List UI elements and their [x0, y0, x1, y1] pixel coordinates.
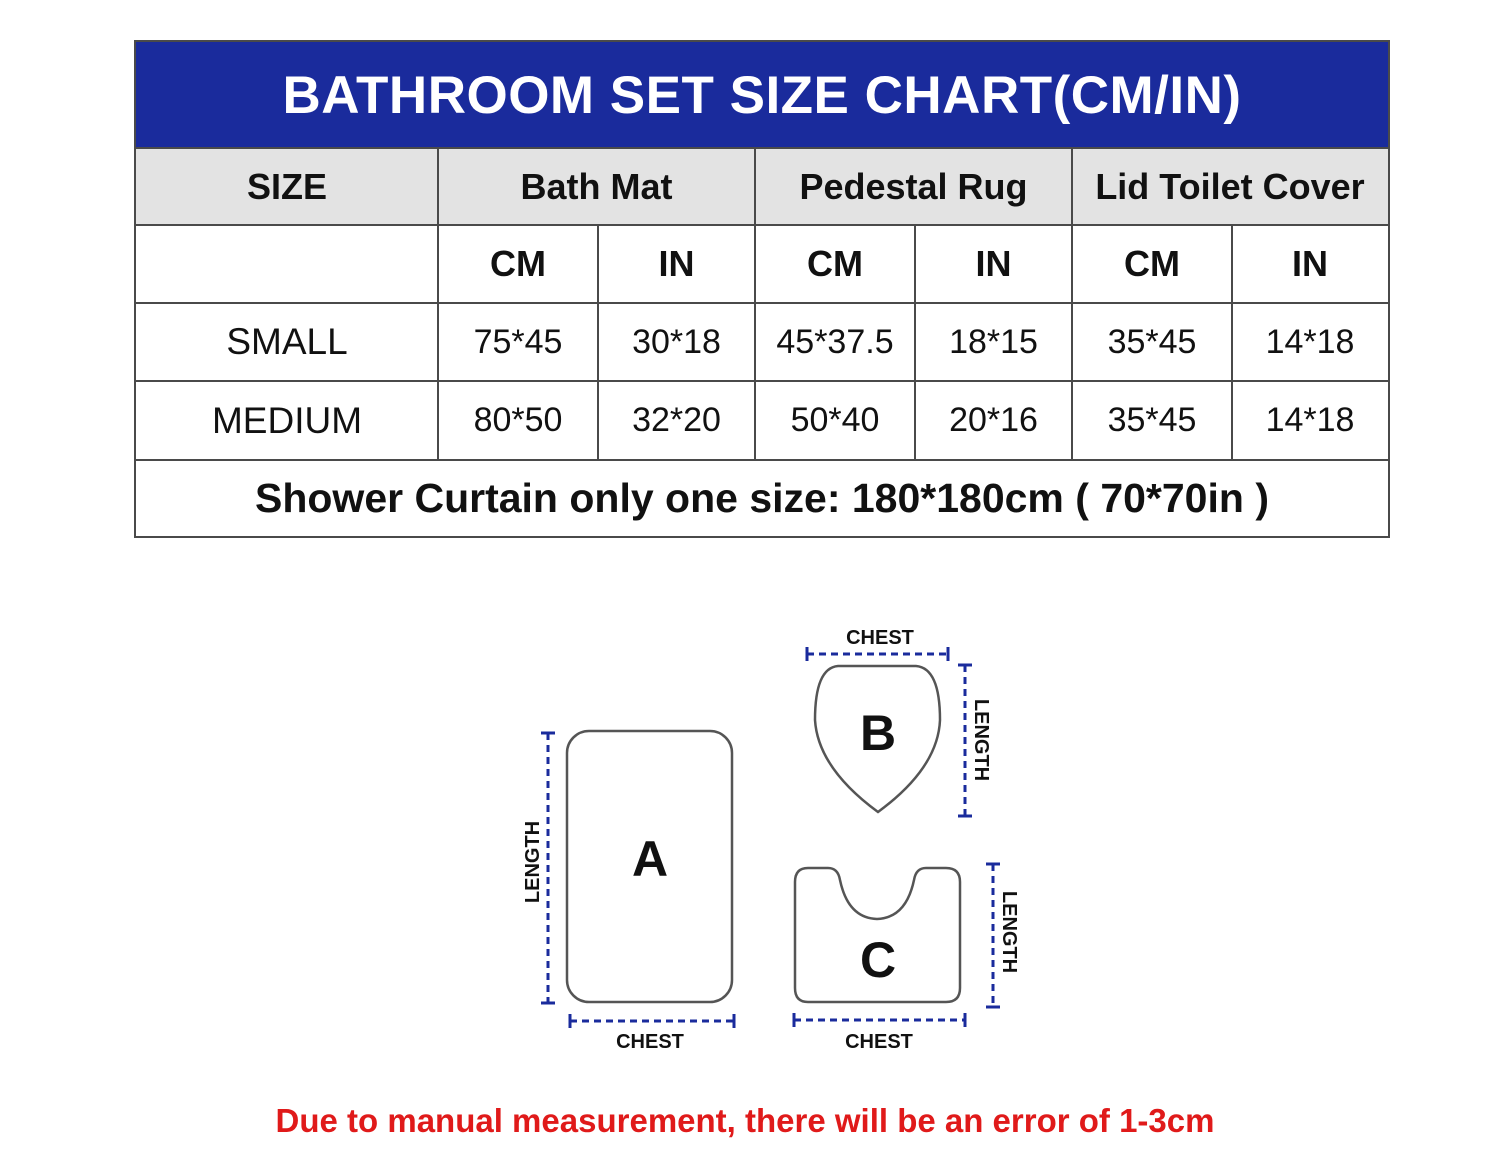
table-cell: 14*18: [1265, 322, 1355, 361]
table-cell: 45*37.5: [776, 322, 894, 361]
shape-letter-a: A: [631, 831, 669, 887]
table-cell: 80*50: [473, 401, 563, 439]
chest-dimension-b: [807, 647, 948, 661]
measurement-diagram: [500, 610, 1040, 1060]
length-label-c: LENGTH: [998, 890, 1020, 974]
table-divider: [136, 147, 1388, 149]
chest-dimension-c: [794, 1013, 965, 1027]
table-cell: 50*40: [790, 401, 880, 439]
table-divider: [136, 459, 1388, 461]
table-divider: [597, 225, 599, 460]
unit-header-lid-cover-cm: CM: [1124, 243, 1180, 284]
table-divider: [136, 302, 1388, 304]
table-divider: [437, 148, 439, 460]
row-label-small: SMALL: [226, 321, 348, 362]
bath-mat-header: Bath Mat: [438, 148, 755, 225]
table-cell: 20*16: [949, 401, 1038, 439]
table-divider: [136, 224, 1388, 226]
unit-row-blank: [136, 225, 438, 303]
table-divider: [1071, 148, 1073, 460]
unit-header-pedestal-rug-in: IN: [975, 243, 1012, 284]
table-cell: 30*18: [632, 322, 721, 361]
shower-curtain-note: Shower Curtain only one size: 180*180cm ( 70*70in ): [255, 474, 1269, 521]
table-divider: [1231, 225, 1233, 460]
chart-title: BATHROOM SET SIZE CHART(CM/IN): [136, 42, 1388, 148]
pedestal-rug-shape-c: [794, 864, 1020, 1053]
measurement-error-note: Due to manual measurement, there will be an error of 1-3cm: [275, 1102, 1215, 1139]
unit-header-bath-mat-cm: CM: [490, 243, 546, 284]
bath-mat-shape-a: [522, 731, 734, 1053]
unit-header-pedestal-rug-cm: CM: [807, 243, 863, 284]
lid-cover-shape-b: [807, 627, 992, 816]
length-dimension-c: [986, 864, 1000, 1007]
unit-header-lid-cover-in: IN: [1292, 243, 1328, 284]
length-label-b: LENGTH: [970, 698, 992, 782]
chest-label-a: CHEST: [616, 1031, 684, 1053]
length-dimension-b: [958, 665, 972, 816]
table-cell: 32*20: [632, 401, 721, 439]
size-column-header: SIZE: [136, 148, 438, 225]
shape-letter-c: C: [859, 932, 897, 988]
table-divider: [754, 148, 756, 460]
row-label-medium: MEDIUM: [211, 399, 363, 441]
table-cell: 35*45: [1107, 322, 1197, 361]
table-cell: 18*15: [949, 322, 1038, 361]
chest-label-b: CHEST: [846, 627, 914, 649]
table-divider: [136, 380, 1388, 382]
table-divider: [914, 225, 916, 460]
table-cell: 75*45: [473, 322, 563, 361]
size-chart-table: [134, 40, 1390, 538]
length-label-a: LENGTH: [522, 820, 544, 904]
unit-header-bath-mat-in: IN: [658, 243, 695, 284]
table-cell: 14*18: [1265, 401, 1355, 439]
lid-toilet-cover-header: Lid Toilet Cover: [1072, 148, 1388, 225]
pedestal-rug-header: Pedestal Rug: [755, 148, 1072, 225]
chest-label-c: CHEST: [845, 1031, 913, 1053]
chest-dimension-a: [570, 1014, 734, 1028]
table-cell: 35*45: [1107, 401, 1197, 439]
shape-letter-b: B: [859, 705, 897, 761]
